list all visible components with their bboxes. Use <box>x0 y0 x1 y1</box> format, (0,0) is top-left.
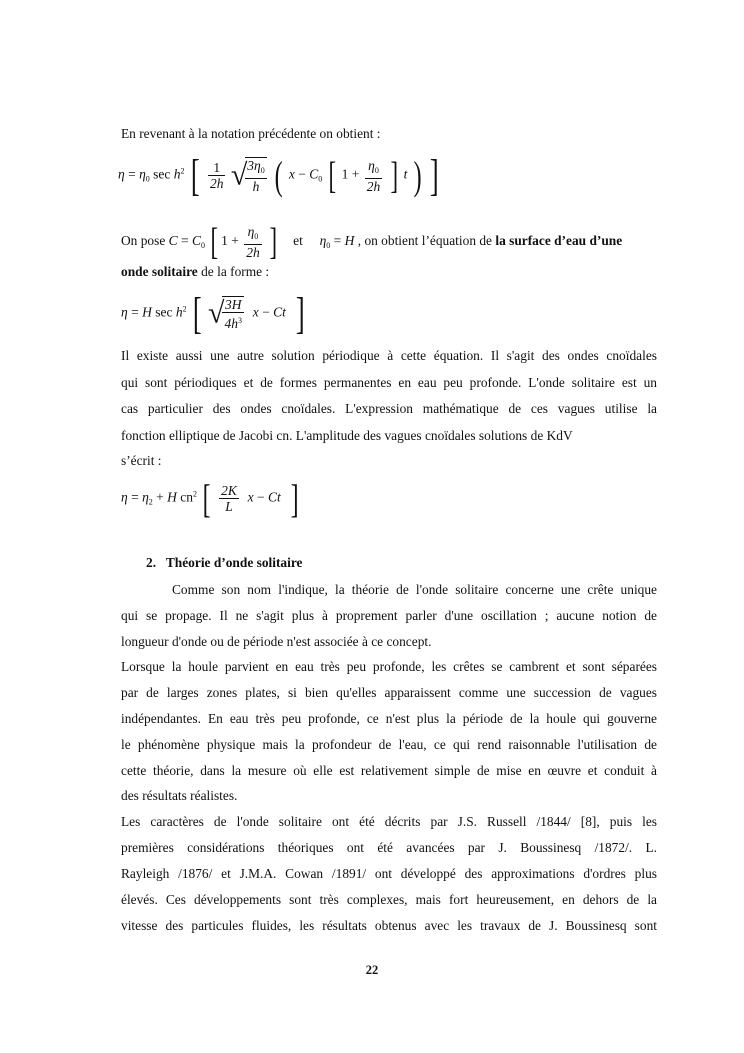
paragraph1-line-5: s’écrit : <box>121 453 162 468</box>
paragraph3-line-4: le phénomène physique mais la profondeur de l'eau, ce qui rend raisonnable l'utilisation de <box>121 737 657 752</box>
pose-bold-start2: onde solitaire <box>121 264 198 279</box>
pose-bold-end: la surface d’eau d’une <box>495 233 623 249</box>
intro-line: En revenant à la notation précédente on obtient : <box>121 126 381 141</box>
paragraph3-line-3: indépendantes. En eau très peu profonde, ce n'est plus la période de la houle qui gouverne <box>121 711 657 726</box>
paragraph2-line-3: longueur d'onde ou de période n'est associée à ce concept. <box>121 634 432 649</box>
equation-c-definition: $C = C_0$ [ 1 + $\frac{\eta_0}{2h}$ ] <box>168 221 278 263</box>
paragraph1-line-2: qui sont périodiques et de formes permanentes en eau peu profonde. L'onde solitaire est un <box>121 375 657 390</box>
equation-solitary-2: η = H $\sec h^2$ [ √ $\frac{3H}{4h^3}$ x − Ct ] <box>121 289 305 338</box>
pose-prefix: On pose <box>121 233 166 249</box>
section-heading <box>146 555 303 571</box>
paragraph2-line-2: qui se propage. Il ne s'agit plus à proprement parler d'une oscillation ; aucune notion de <box>121 608 657 623</box>
paragraph1-line-3: cas particulier des ondes cnoïdales. L'expression mathématique de ces vagues utilise la <box>121 401 657 416</box>
paragraph4-line-1: Les caractères de l'onde solitaire ont été décrits par J.S. Russell /1844/ [8], puis les <box>121 814 657 829</box>
pose-line <box>121 221 623 263</box>
paragraph1-line-1: Il existe aussi une autre solution périodique à cette équation. Il s'agit des ondes cnoïdales <box>121 348 657 363</box>
section-title: Théorie d’onde solitaire <box>165 555 303 570</box>
equation-solitary-1: $\eta = \eta_0$ $\sec h^2$ [ $\frac{1}{2h}$ √ $\frac{3\eta_0}{h}$ ( $x - C_0$ [ 1 + $\frac{\eta_0}{2h}$ ] t ) ] <box>118 151 440 200</box>
paragraph3-line-2: par de larges zones plates, si bien qu'elles apparaissent comme une succession de vagues <box>121 685 657 700</box>
paragraph4-line-2: premières considérations théoriques ont été avancées par J. Boussinesq /1872/. L. <box>121 840 657 855</box>
pose-end2: de la forme : <box>201 264 270 279</box>
paragraph3-line-5: cette théorie, dans la mesure où elle est relativement simple de mise en œuvre et conduit à <box>121 763 657 778</box>
pose-and: et <box>293 233 303 249</box>
paragraph2-line-1: Comme son nom l'indique, la théorie de l'onde solitaire concerne une crête unique <box>172 582 657 597</box>
pose-middle: , on obtient l’équation de <box>357 233 492 249</box>
equation-eta0-h: $\eta_0 = H$ <box>319 233 355 251</box>
pose-line-2 <box>121 264 269 280</box>
paragraph4-line-5: vitesse des particules fluides, les résultats obtenus avec les travaux de J. Boussinesq sont <box>121 918 657 933</box>
equation-cnoidal: $\eta = \eta_2 + H$ $cn^2$ [ $\frac{2K}{L}$ x − Ct ] <box>121 476 299 521</box>
section-number: 2. <box>146 555 157 570</box>
paragraph1-line-4: fonction elliptique de Jacobi cn. L'amplitude des vagues cnoïdales solutions de KdV <box>121 428 573 443</box>
paragraph3-line-6: des résultats réalistes. <box>121 788 238 803</box>
paragraph3-line-1: Lorsque la houle parvient en eau très peu profonde, les crêtes se cambrent et sont séparées <box>121 659 657 674</box>
page-number: 22 <box>365 963 379 977</box>
paragraph4-line-3: Rayleigh /1876/ et J.M.A. Cowan /1891/ ont développé des approximations d'ordres plus <box>121 866 657 881</box>
paragraph4-line-4: élevés. Ces développements sont très complexes, mais fort heureusement, en dehors de la <box>121 892 657 907</box>
